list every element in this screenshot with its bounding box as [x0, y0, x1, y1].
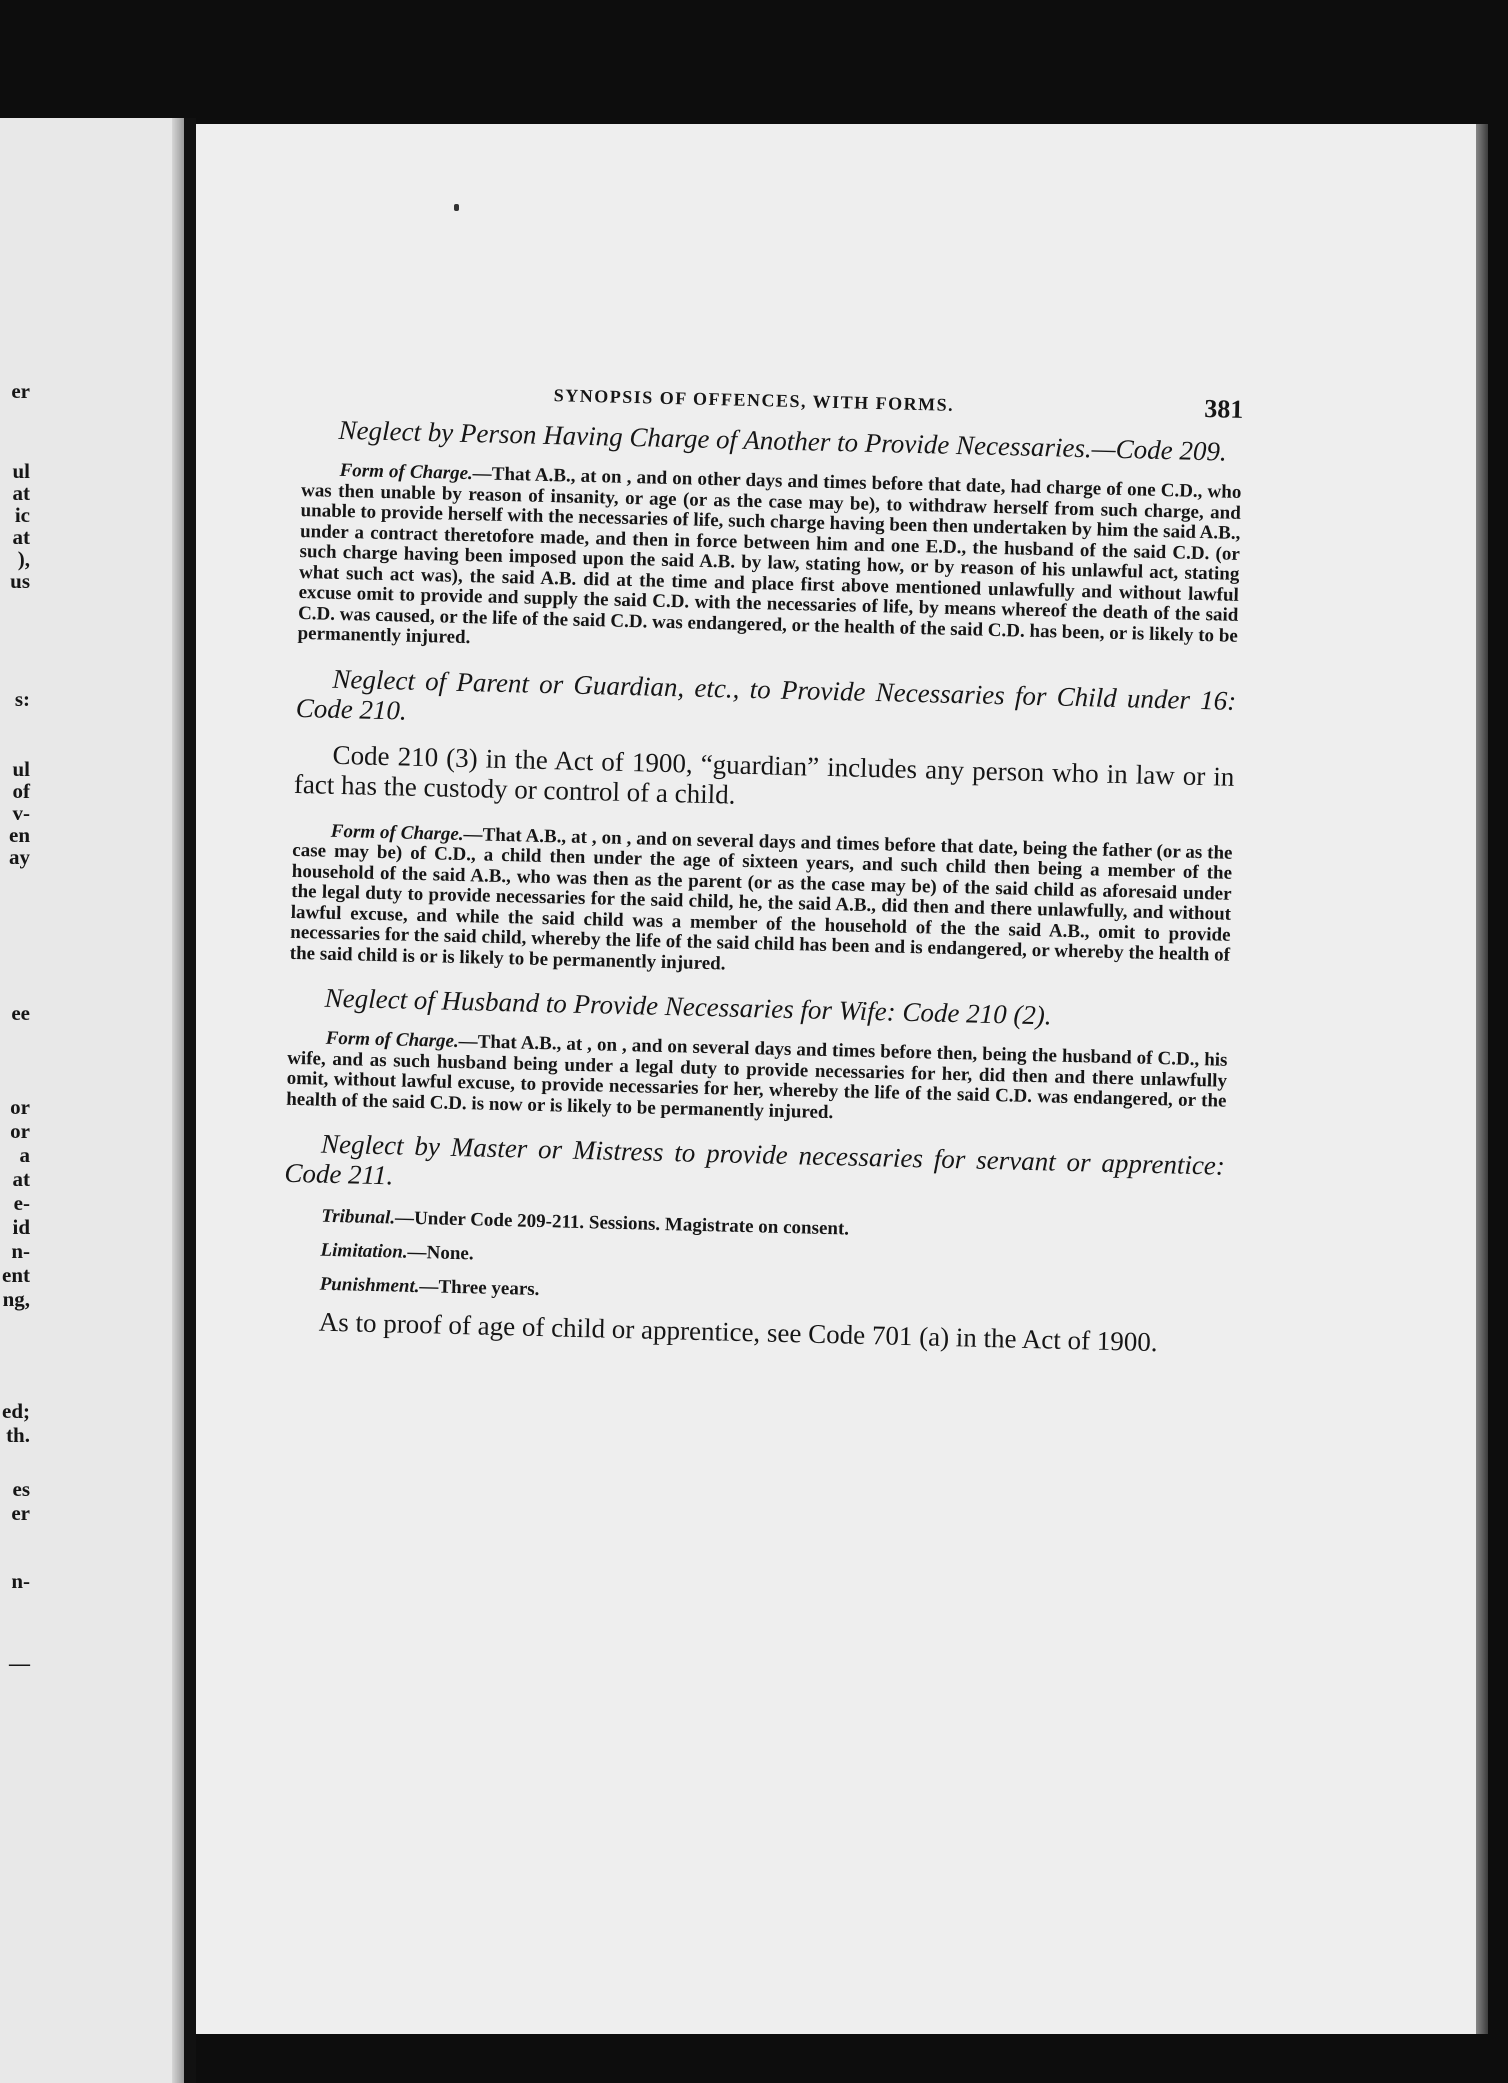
- left-fragment: th.: [6, 1423, 30, 1447]
- form-text: That A.B., at on , and on other days and times before that date, had charge of one C.D., who was then unable by reason of insanity, or age (or as the case may be), to withdraw herself from such charge, and unable to provide herself with the necessaries of life, such charge having been then undertaken by him the said A.B., under a contract theretofore made, and then in force between him and one E.D., the husband of the said C.D. (or such charge having been imposed upon the said A.B. by law, stating how, or by reason of his unlawful act, stating what such act was), the said A.B. did at the time and place first above mentioned unlawfully and without lawful excuse omit to provide and supply the said C.D. with the necessaries of life, by means whereof the death of the said C.D. was caused, or the life of the said C.D. was endangered, or the health of the said C.D. has been, or is likely to be permanently injured.: [297, 463, 1242, 649]
- left-fragment: ng,: [2, 1287, 30, 1311]
- form-of-charge: [297, 460, 1241, 667]
- form-label: Form of Charge.—: [330, 820, 483, 845]
- form-label: Form of Charge.—: [339, 459, 493, 485]
- closing-paragraph: As to proof of age of child or apprentice, see Code 701 (a) in the Act of 1900.: [318, 1306, 1158, 1358]
- left-fragment: ay: [9, 845, 30, 869]
- left-fragment: at: [12, 481, 30, 505]
- left-fragment: at: [12, 1167, 30, 1191]
- page-text: [280, 372, 1244, 1381]
- left-page-text-fragments: [0, 118, 30, 2083]
- section-body: Code 210 (3) in the Act of 1900, “guardian” includes any person who in law or in fact has the custody or control of a child.: [293, 739, 1235, 810]
- left-fragment: ul: [12, 459, 30, 483]
- section-heading: Neglect of Husband to Provide Necessaries for Wife: Code 210 (2).: [324, 982, 1053, 1031]
- left-fragment: a: [19, 1143, 30, 1167]
- left-fragment: v-: [12, 801, 30, 825]
- section-heading: Neglect by Master or Mistress to provide necessaries for servant or apprentice: Code 211.: [284, 1128, 1226, 1191]
- left-fragment: es: [12, 1477, 30, 1501]
- tribunal-text: Under Code 209-211. Sessions. Magistrate on consent.: [413, 1207, 850, 1240]
- page-speck: [454, 204, 459, 211]
- left-fragment: n-: [11, 1569, 30, 1593]
- left-fragment: e-: [13, 1191, 30, 1215]
- left-fragment: or: [10, 1095, 30, 1119]
- form-of-charge: [286, 1028, 1228, 1133]
- left-fragment: ul: [12, 757, 30, 781]
- punishment-text: Three years.: [438, 1276, 540, 1301]
- left-page: [0, 118, 184, 2083]
- left-fragment: us: [10, 569, 30, 593]
- left-fragment: at: [12, 525, 30, 549]
- page-number: 381: [1204, 394, 1244, 424]
- left-fragment: ic: [14, 503, 30, 527]
- left-page-edge: [172, 118, 184, 2083]
- limitation-text: None.: [426, 1242, 474, 1265]
- punishment-label: Punishment.—: [319, 1273, 439, 1298]
- section-heading: Neglect by Person Having Charge of Another to Provide Necessaries.—Code 209.: [338, 414, 1228, 467]
- form-text: That A.B., at , on , and on several days and times before that date, being the father (or as the case may be) of C.D., a child then under the age of sixteen years, and such child then being a member of the household of the said A.B., who was then as the parent (or as the case may be) of the said child as aforesaid under the legal duty to provide necessaries for the said child, he, the said A.B., did then and there unlawfully, and without lawful excuse, and while the said child was a member of the household of the the said A.B., omit to provide necessaries for the said child, whereby the life of the said child has been and is endangered, or whereby the health of the said child is or is likely to be permanently injured.: [289, 824, 1233, 974]
- left-fragment: —: [9, 1651, 30, 1675]
- left-fragment: ed;: [2, 1399, 30, 1423]
- right-page: [196, 124, 1476, 2034]
- left-fragment: or: [10, 1119, 30, 1143]
- left-fragment: n-: [11, 1239, 30, 1263]
- section-heading: Neglect of Parent or Guardian, etc., to Provide Necessaries for Child under 16: Code 210.: [295, 663, 1237, 726]
- left-fragment: ee: [11, 1001, 30, 1025]
- tribunal-label: Tribunal.—: [321, 1205, 415, 1229]
- form-text: That A.B., at , on , and on several days and times before then, being the husband of C.D., his wife, and as such husband being under a legal duty to provide necessaries for her, did then and there unlawfully omit, without lawful excuse, to provide necessaries for her, whereby the life of the said C.D. was endangered, or the health of the said C.D. is now or is likely to be permanently injured.: [285, 1031, 1228, 1123]
- form-of-charge: [290, 820, 1233, 986]
- left-fragment: ent: [2, 1263, 30, 1287]
- left-fragment: s:: [14, 687, 30, 711]
- left-fragment: id: [12, 1215, 30, 1239]
- left-fragment: ),: [17, 547, 30, 571]
- left-fragment: er: [11, 1501, 30, 1525]
- left-fragment: en: [9, 823, 30, 847]
- left-fragment: of: [12, 779, 30, 803]
- running-head-title: SYNOPSIS OF OFFENCES, WITH FORMS.: [553, 385, 955, 415]
- book-spine: [184, 118, 196, 2083]
- form-label: Form of Charge.—: [325, 1027, 478, 1053]
- left-fragment: er: [11, 379, 30, 403]
- limitation-label: Limitation.—: [320, 1239, 427, 1264]
